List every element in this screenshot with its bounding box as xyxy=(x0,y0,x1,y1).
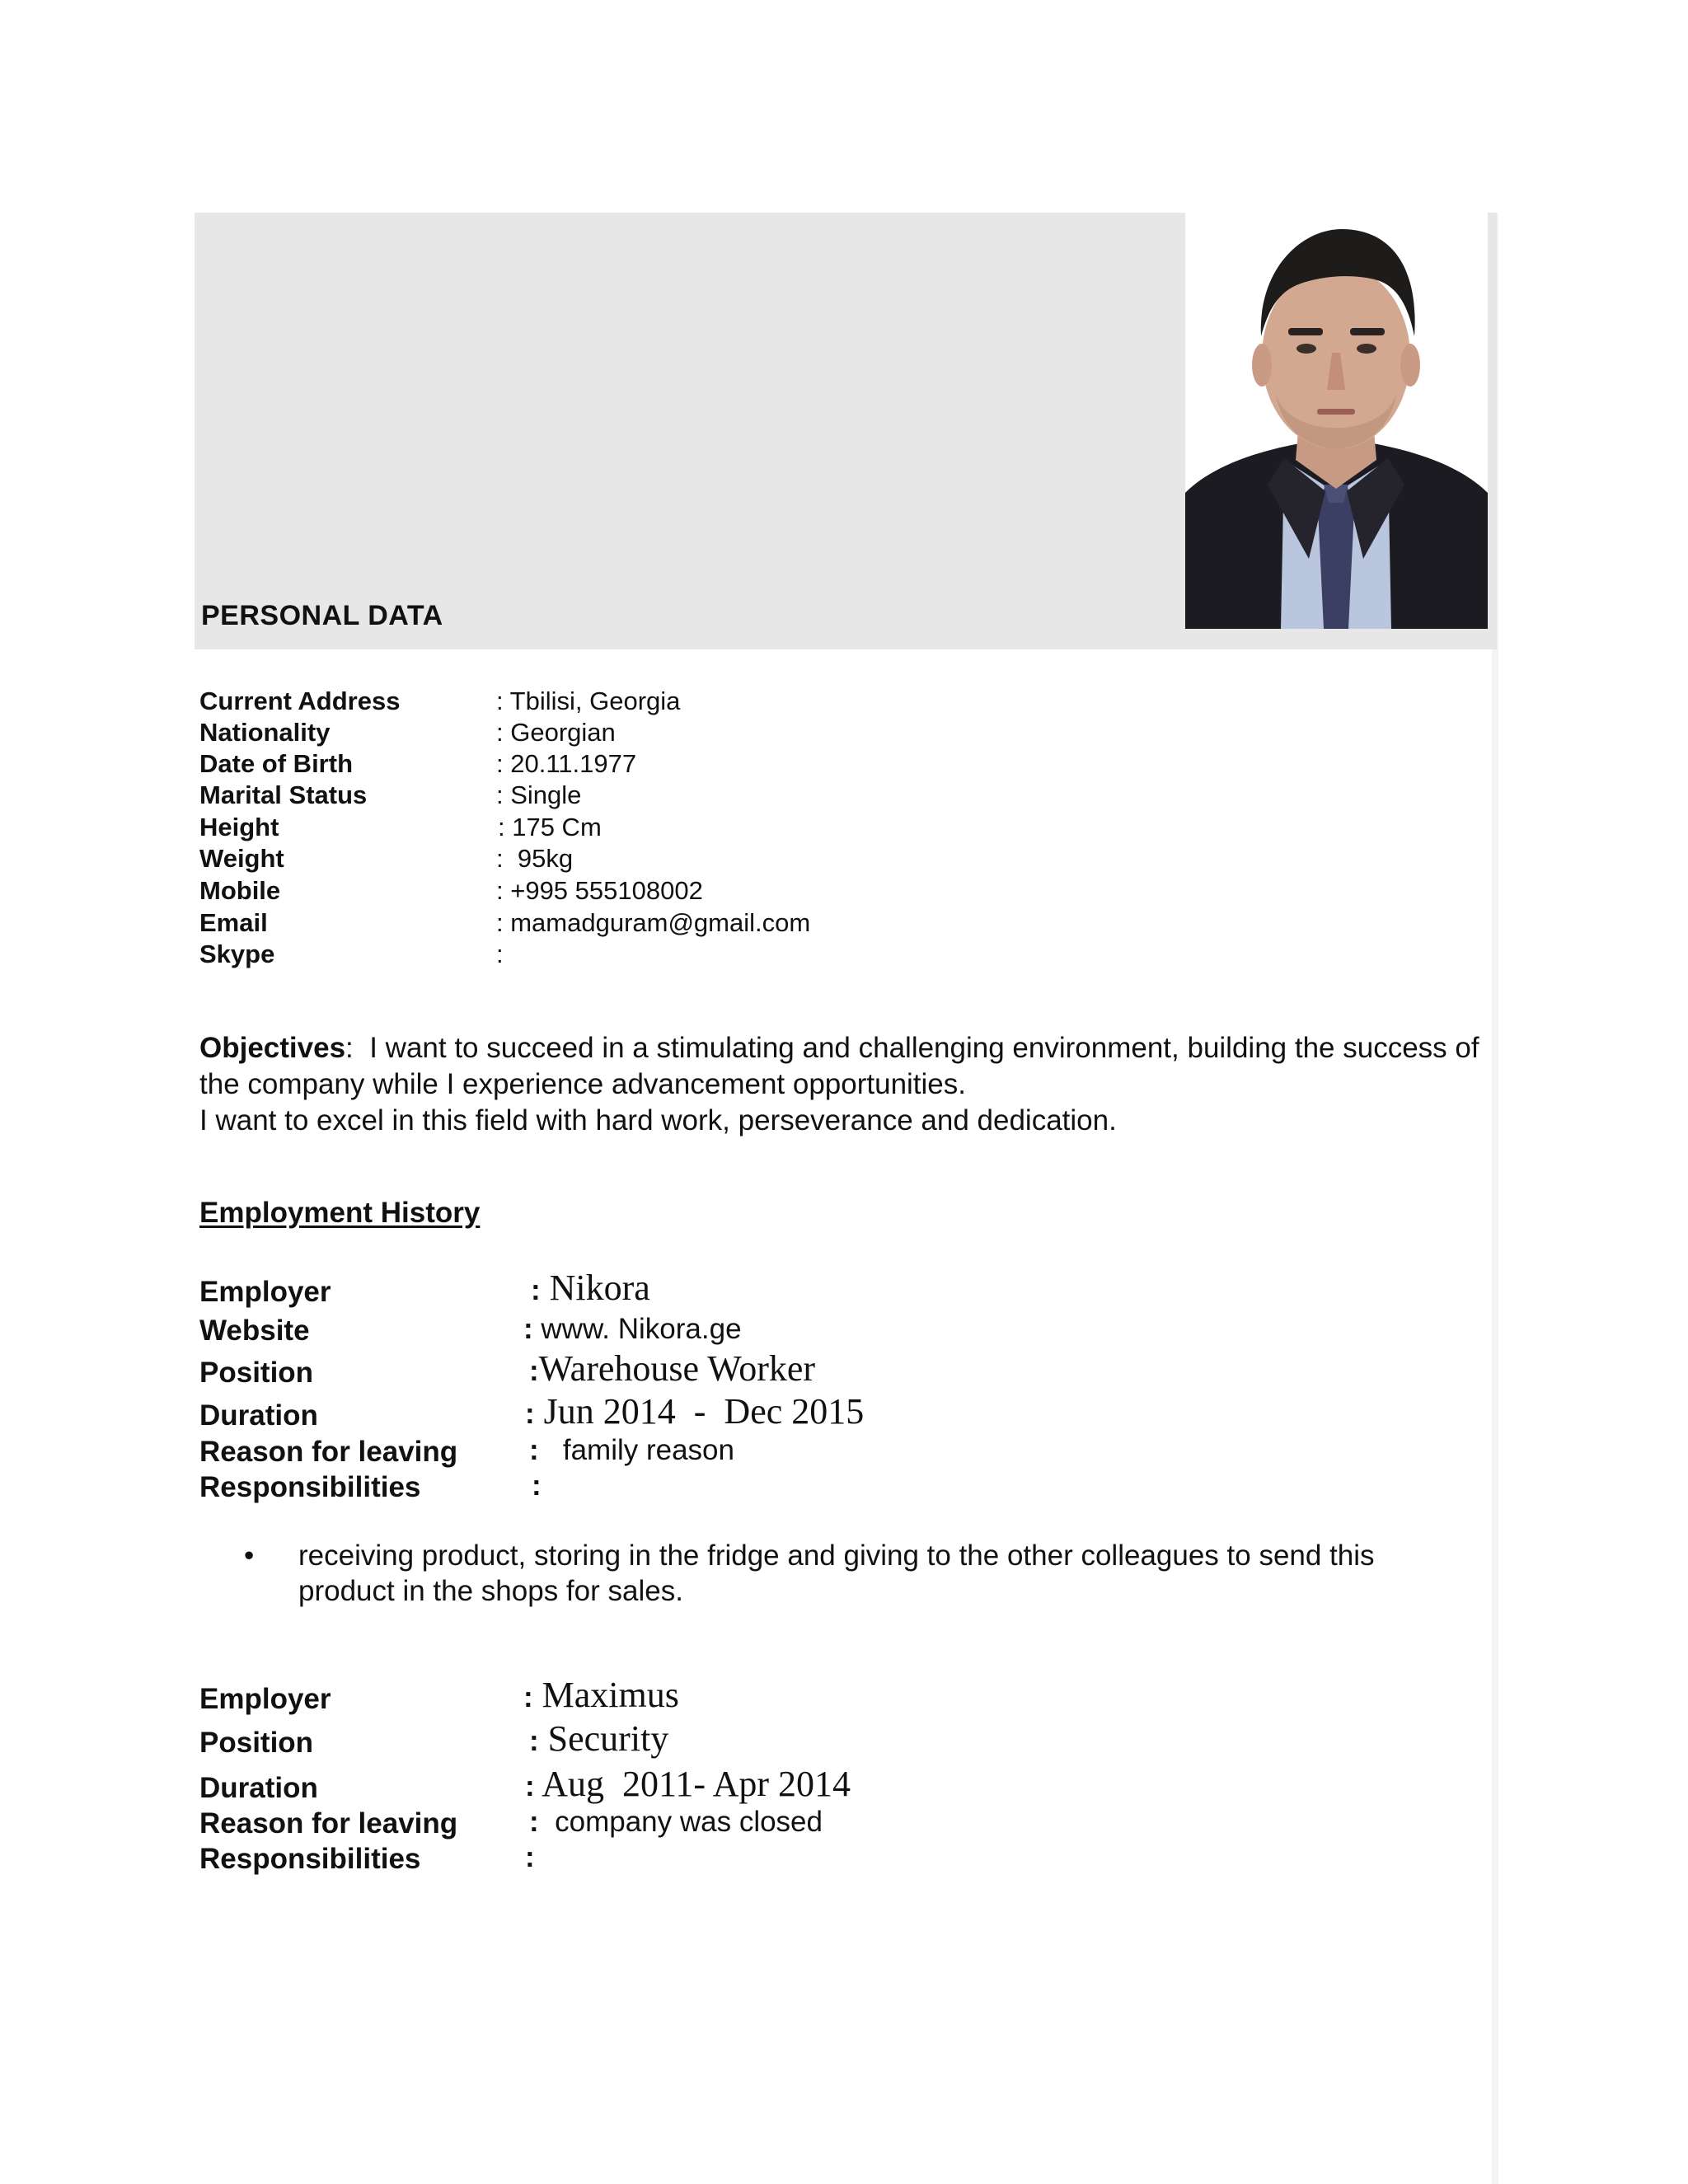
objectives-text: : I want to succeed in a stimulating and challenging environment, building the success of the company while I experience advancement opportunities. xyxy=(199,1032,1488,1100)
field-value: : 20.11.1977 xyxy=(496,749,637,778)
colon: : xyxy=(529,1434,539,1466)
responsibility-text: receiving product, storing in the fridge and giving to the other colleagues to send this product in the shops for sales. xyxy=(298,1540,1375,1607)
field-label: Current Address xyxy=(199,687,401,715)
objectives-label: Objectives xyxy=(199,1032,346,1064)
row-label: Duration xyxy=(199,1772,318,1804)
field-label: Height xyxy=(199,813,279,841)
field-label: Nationality xyxy=(199,718,331,747)
colon: : xyxy=(525,1841,535,1873)
field-label: Date of Birth xyxy=(199,749,353,778)
row-label: Reason for leaving xyxy=(199,1807,458,1840)
row-label: Responsibilities xyxy=(199,1843,421,1875)
field-label: Marital Status xyxy=(199,780,368,809)
field-value: : 175 Cm xyxy=(498,813,602,841)
objectives-text-2: I want to excel in this field with hard work, perseverance and dedication. xyxy=(199,1104,1117,1137)
row-label: Duration xyxy=(199,1399,318,1432)
position-value: Warehouse Worker xyxy=(538,1348,816,1389)
personal-data-title: PERSONAL DATA xyxy=(201,600,443,631)
position-value: Security xyxy=(547,1718,669,1759)
duration-value: Aug 2011- Apr 2014 xyxy=(542,1764,851,1804)
field-value: : +995 555108002 xyxy=(496,876,703,905)
colon: : xyxy=(523,1681,533,1713)
field-label: Mobile xyxy=(199,876,281,905)
field-value: : Georgian xyxy=(496,718,616,747)
field-value: : xyxy=(496,940,504,968)
colon: : xyxy=(532,1469,542,1502)
field-value: : mamadguram@gmail.com xyxy=(496,908,811,937)
colon: : xyxy=(523,1313,533,1345)
row-label: Employer xyxy=(199,1276,331,1308)
colon: : xyxy=(531,1274,541,1306)
colon: : xyxy=(525,1398,535,1430)
profile-photo xyxy=(1185,213,1488,629)
field-label: Email xyxy=(199,908,268,937)
reason-value: company was closed xyxy=(555,1806,823,1838)
employer-name: Nikora xyxy=(549,1268,650,1308)
colon: : xyxy=(525,1770,535,1802)
colon: : xyxy=(529,1355,539,1387)
website-value: www. Nikora.ge xyxy=(541,1313,742,1345)
employment-history-heading: Employment History xyxy=(199,1197,481,1229)
field-value: : Single xyxy=(496,780,582,809)
colon: : xyxy=(529,1725,539,1757)
duration-value: Jun 2014 - Dec 2015 xyxy=(543,1391,865,1432)
field-value: : Tbilisi, Georgia xyxy=(496,687,681,715)
field-value: : 95kg xyxy=(496,844,574,873)
reason-value: family reason xyxy=(562,1434,734,1466)
employer-name: Maximus xyxy=(542,1675,679,1715)
row-label: Reason for leaving xyxy=(199,1436,458,1468)
colon: : xyxy=(529,1806,539,1838)
objectives-paragraph xyxy=(199,1030,1488,1139)
row-label: Position xyxy=(199,1357,314,1389)
row-label: Responsibilities xyxy=(199,1471,421,1503)
field-label: Skype xyxy=(199,940,275,968)
row-label: Website xyxy=(199,1315,310,1347)
row-label: Position xyxy=(199,1727,314,1759)
bullet-dot: • xyxy=(244,1540,255,1572)
field-label: Weight xyxy=(199,844,284,873)
row-label: Employer xyxy=(199,1683,331,1715)
